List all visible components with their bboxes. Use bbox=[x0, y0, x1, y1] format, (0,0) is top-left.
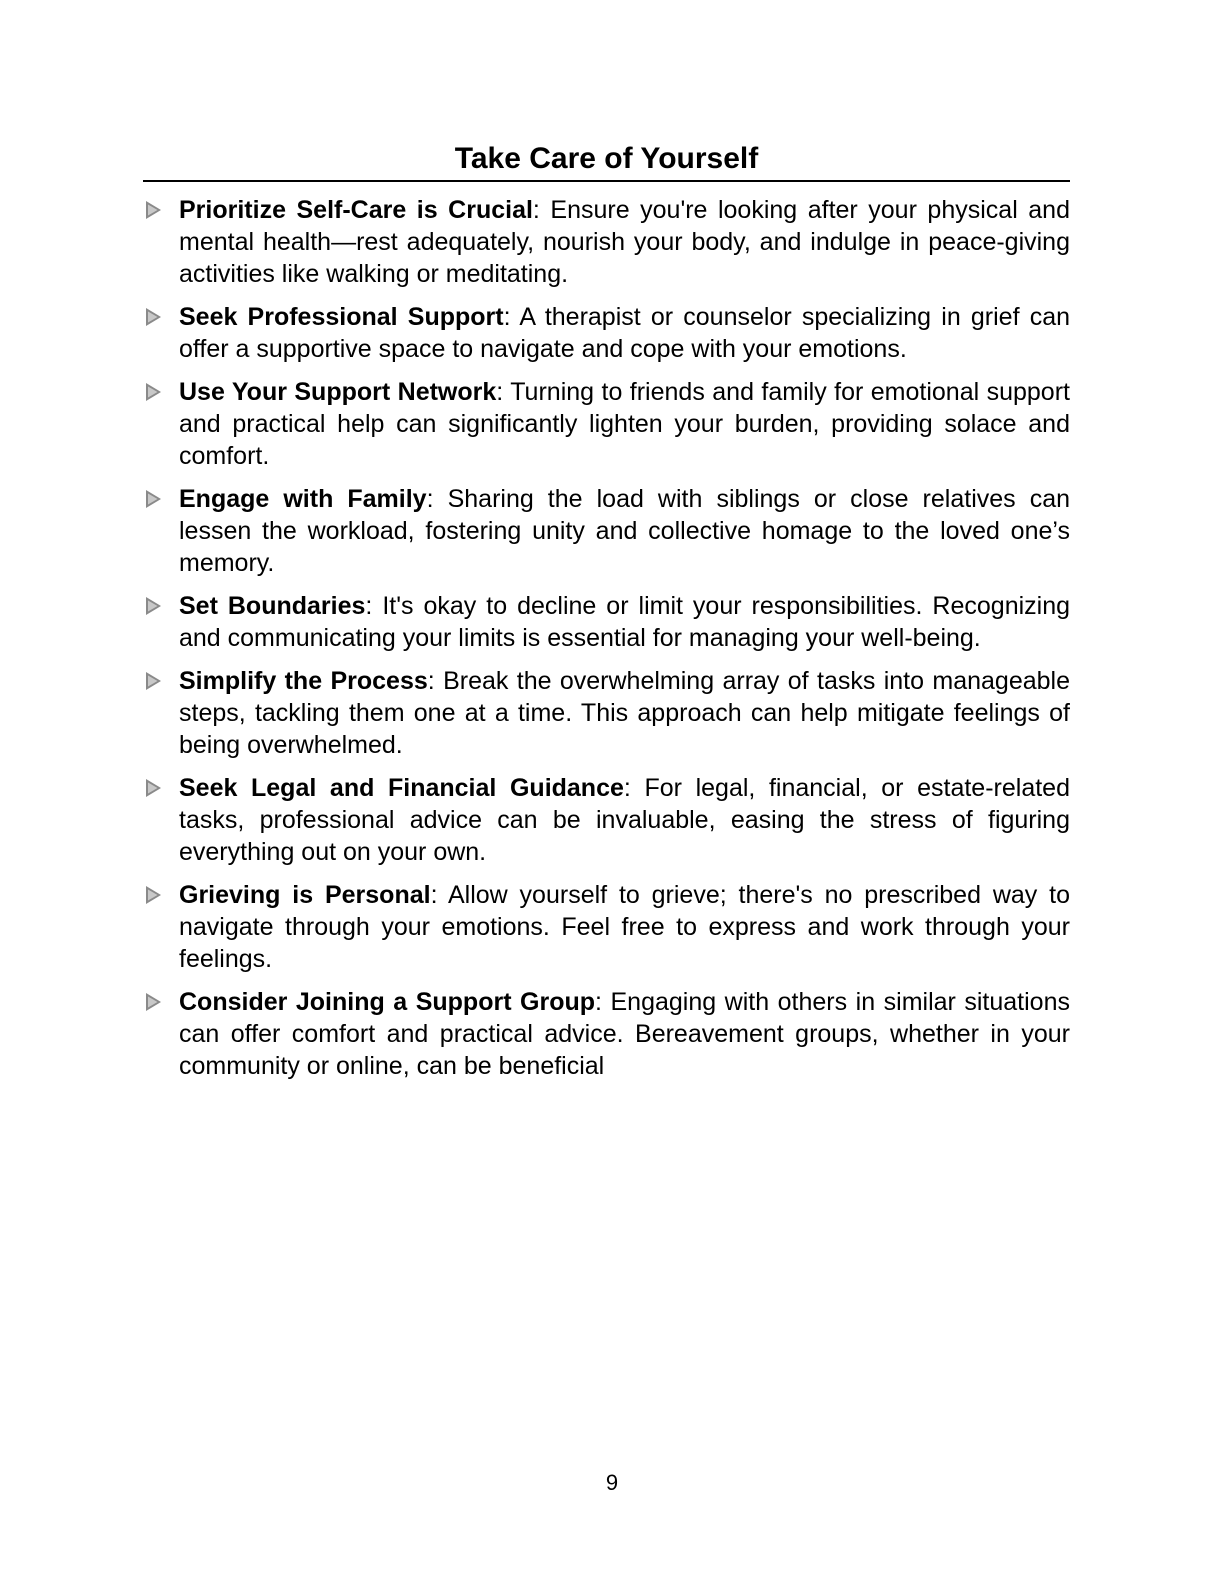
triangle-arrow-bullet-icon bbox=[144, 307, 162, 327]
list-item bbox=[143, 194, 1070, 290]
triangle-arrow-bullet-icon bbox=[144, 885, 162, 905]
item-term: Use Your Support Network bbox=[179, 378, 497, 406]
item-term: Seek Legal and Financial Guidance bbox=[179, 774, 624, 802]
item-text: : It's okay to decline or limit your responsibilities. Recognizing and communicating your limits is essential for managing your well-being. bbox=[179, 592, 1071, 652]
item-text: : For legal, financial, or estate-related tasks, professional advice can be invaluable, easing the stress of figuring everything out on your own. bbox=[179, 774, 1070, 866]
item-term: Set Boundaries bbox=[179, 592, 366, 620]
item-term: Engage with Family bbox=[179, 485, 427, 513]
list-item bbox=[143, 665, 1070, 761]
page-number: 9 bbox=[605, 1470, 619, 1495]
item-text: : Sharing the load with siblings or close relatives can lessen the workload, fostering unity and collective homage to the loved one’s memory. bbox=[179, 485, 1071, 577]
page-title: Take Care of Yourself bbox=[454, 142, 759, 175]
triangle-arrow-bullet-icon bbox=[144, 992, 162, 1012]
item-term: Simplify the Process bbox=[179, 667, 428, 695]
item-text: : Break the overwhelming array of tasks into manageable steps, tackling them one at a time. This approach can help mitigate feelings of being overwhelmed. bbox=[179, 667, 1070, 759]
triangle-arrow-bullet-icon bbox=[144, 200, 162, 220]
list-item bbox=[143, 879, 1070, 975]
list-item bbox=[143, 301, 1070, 365]
title-underline-block bbox=[143, 140, 1070, 182]
triangle-arrow-bullet-icon bbox=[144, 382, 162, 402]
item-text: : Engaging with others in similar situations can offer comfort and practical advice. Bereavement groups, whether in your community or online, can be beneficial bbox=[179, 988, 1070, 1080]
item-text: : Ensure you're looking after your physical and mental health—rest adequately, nourish your body, and indulge in peace-giving activities like walking or meditating. bbox=[179, 196, 1070, 288]
item-term: Grieving is Personal bbox=[179, 881, 431, 909]
triangle-arrow-bullet-icon bbox=[144, 778, 162, 798]
triangle-arrow-bullet-icon bbox=[144, 671, 162, 691]
list-item bbox=[143, 483, 1070, 579]
self-care-list bbox=[143, 194, 1070, 1093]
item-term: Seek Professional Support bbox=[179, 303, 504, 331]
triangle-arrow-bullet-icon bbox=[144, 489, 162, 509]
item-term: Prioritize Self-Care is Crucial bbox=[179, 196, 533, 224]
item-text: : A therapist or counselor specializing in grief can offer a supportive space to navigate and cope with your emotions. bbox=[179, 303, 1071, 363]
list-item bbox=[143, 772, 1070, 868]
item-text: : Allow yourself to grieve; there's no prescribed way to navigate through your emotions. Feel free to express and work through your feelings. bbox=[179, 881, 1070, 973]
list-item bbox=[143, 986, 1070, 1082]
triangle-arrow-bullet-icon bbox=[144, 596, 162, 616]
item-text: : Turning to friends and family for emotional support and practical help can significantly lighten your burden, providing solace and comfort. bbox=[179, 378, 1070, 470]
list-item bbox=[143, 590, 1070, 654]
item-term: Consider Joining a Support Group bbox=[179, 988, 596, 1016]
list-item bbox=[143, 376, 1070, 472]
